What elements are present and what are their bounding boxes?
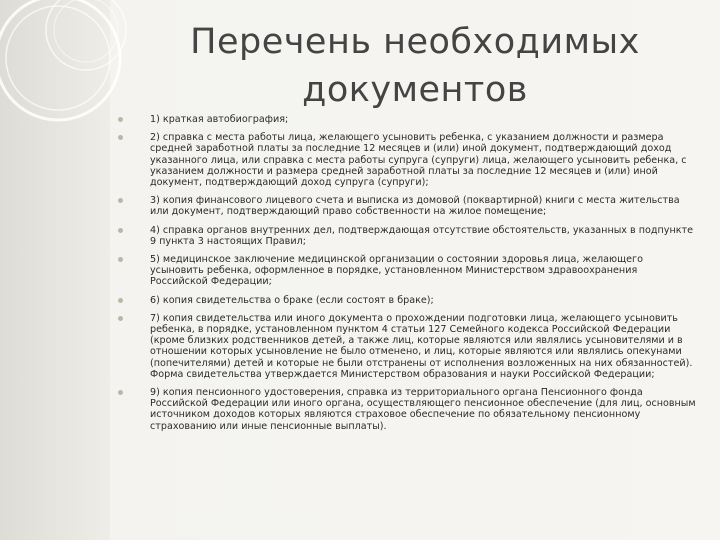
bullet-icon — [118, 117, 123, 122]
list-item — [118, 195, 698, 217]
bullet-icon — [118, 316, 123, 321]
list-item — [118, 254, 698, 288]
list-item — [118, 225, 698, 247]
title-line-1: Перечень необходимых — [190, 22, 640, 62]
list-item-text: 6) копия свидетельства о браке (если состоят в браке); — [150, 294, 434, 306]
bullet-icon — [118, 390, 123, 395]
bullet-icon — [118, 135, 123, 140]
list-item — [118, 114, 698, 125]
list-item-text: 1) краткая автобиография; — [150, 114, 289, 125]
list-item — [118, 387, 698, 432]
list-item-text: 3) копия финансового лицевого счета и выписка из домовой (поквартирной) книги с места жительства или документ, подтверждающий право собственности на жилое помещение; — [150, 195, 680, 218]
bullet-icon — [118, 298, 123, 303]
documents-list — [118, 114, 698, 439]
bullet-icon — [118, 198, 123, 203]
list-item — [118, 313, 698, 380]
list-item-text: 4) справка органов внутренних дел, подтверждающая отсутствие обстоятельств, указанных в подпункте 9 пункта 3 настоящих Правил; — [150, 224, 694, 247]
slide-title — [180, 18, 650, 114]
list-item-text: 5) медицинское заключение медицинской организации о состоянии здоровья лица, желающего усыновить ребенка, оформленное в порядке, установленном Министерством здравоохранения Российской Федерации; — [150, 254, 643, 288]
list-item — [118, 132, 698, 188]
title-line-2: документов — [302, 70, 528, 110]
bullet-icon — [118, 257, 123, 262]
list-item-text: 2) справка с места работы лица, желающего усыновить ребенка, с указанием должности и размера средней заработной платы за последние 12 месяцев и (или) иной документ, подтверждающий доход указанного лица, или справка с места работы супруга (супруги) лица, желающего усыновить ребенка, с указанием должности и размера средней заработной платы за последние 12 месяцев и (или) иной документ, подтверждающий доход супруга (супруги); — [150, 132, 687, 189]
list-item-text: 7) копия свидетельства или иного документа о прохождении подготовки лица, желающего усыновить ребенка, в порядке, установленном пунктом 4 статьи 127 Семейного кодекса Российской Федерации (кроме близких родственников детей, а также лиц, которые являются или являлись усыновителями и в отношении которых усыновление не было отменено, и лиц, которые являются или являлись опекунами (попечителями) детей и которые не были отстранены от исполнения возложенных на них обязанностей). Форма свидетельства утверждается Министерством образования и науки Российской Федерации; — [150, 312, 693, 380]
list-item — [118, 295, 698, 306]
bullet-icon — [118, 228, 123, 233]
list-item-text: 9) копия пенсионного удостоверения, справка из территориального органа Пенсионного фонда Российской Федерации или иного органа, осуществляющего пенсионное обеспечение (для лиц, основным источником доходов которых являются страховое обеспечение по обязательному пенсионному страхованию или иные пенсионные выплаты). — [150, 387, 696, 432]
